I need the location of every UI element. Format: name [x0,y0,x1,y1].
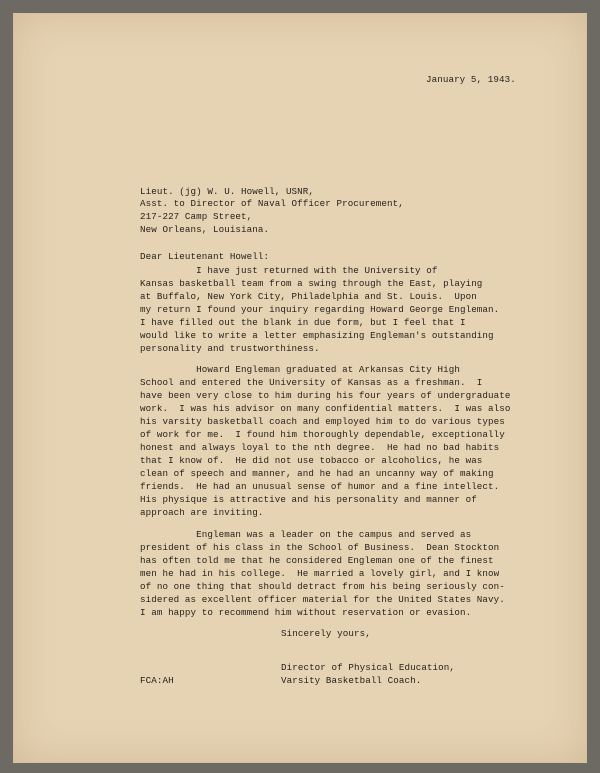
address-line: 217-227 Camp Street, [140,211,253,222]
paragraph-line: has often told me that he considered Engleman one of the finest [140,555,494,566]
paragraph-line: I have just returned with the University of [140,265,438,276]
paragraph-line: School and entered the University of Kansas as a freshman. I [140,377,483,388]
letter-date: January 5, 1943. [426,74,516,85]
paragraph-line: that I know of. He did not use tobacco or alcoholics, he was [140,455,483,466]
paragraph-line: honest and always loyal to the nth degree. He had no bad habits [140,442,500,453]
paragraph-line: at Buffalo, New York City, Philadelphia and St. Louis. Upon [140,291,477,302]
address-line: Lieut. (jg) W. U. Howell, USNR, [140,186,315,197]
paragraph-line: sidered as excellent officer material for the United States Navy. [140,594,505,605]
paragraph-line: president of his class in the School of Business. Dean Stockton [140,542,500,553]
signature-title-line: Varsity Basketball Coach. [281,675,422,686]
address-line: Asst. to Director of Naval Officer Procurement, [140,198,404,209]
paragraph-line: friends. He had an unusual sense of humor and a fine intellect. [140,481,500,492]
paragraph-line: would like to write a letter emphasizing Engleman's outstanding [140,330,494,341]
paragraph-line: work. I was his advisor on many confidential matters. I was also [140,403,511,414]
paragraph-line: His physique is attractive and his personality and manner of [140,494,477,505]
closing: Sincerely yours, [281,628,371,639]
reference-initials: FCA:AH [140,675,174,686]
paragraph-line: of no one thing that should detract from his being seriously con- [140,581,505,592]
paragraph-line: I am happy to recommend him without reservation or evasion. [140,607,472,618]
address-line: New Orleans, Louisiana. [140,224,270,235]
paragraph-line: I have filled out the blank in due form, but I feel that I [140,317,466,328]
paragraph-line: Kansas basketball team from a swing through the East, playing [140,278,483,289]
paragraph-line: clean of speech and manner, and he had an uncanny way of making [140,468,494,479]
paragraph-line: approach are inviting. [140,507,264,518]
paragraph-line: have been very close to him during his four years of undergraduate [140,390,511,401]
paragraph-line: Howard Engleman graduated at Arkansas City High [140,364,460,375]
paragraph-line: men he had in his college. He married a lovely girl, and I know [140,568,500,579]
paragraph-line: personality and trustworthiness. [140,343,320,354]
paragraph-line: of work for me. I found him thoroughly dependable, exceptionally [140,429,505,440]
paragraph-line: my return I found your inquiry regarding Howard George Engleman. [140,304,500,315]
signature-title-line: Director of Physical Education, [281,662,456,673]
paragraph-line: Engleman was a leader on the campus and served as [140,529,472,540]
paragraph-line: his varsity basketball coach and employed him to do various types [140,416,505,427]
salutation: Dear Lieutenant Howell: [140,251,270,262]
